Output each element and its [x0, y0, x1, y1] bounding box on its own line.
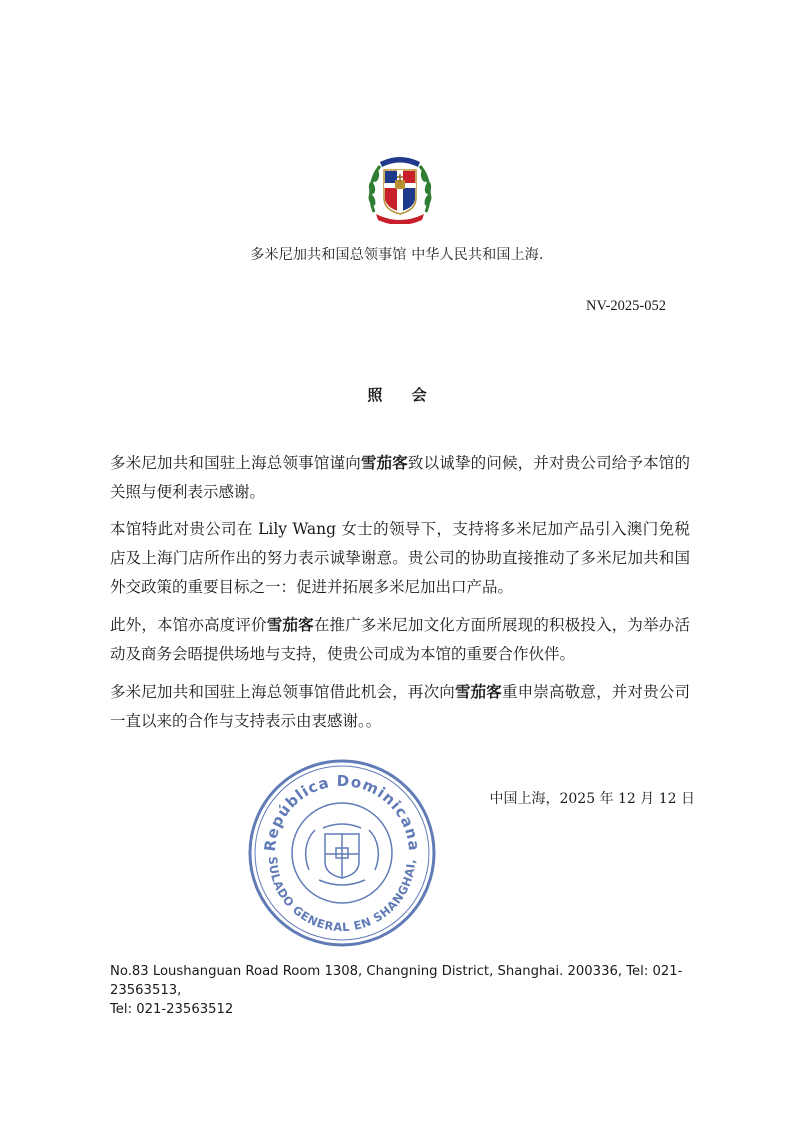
reference-number: NV-2025-052 [585, 298, 666, 314]
paragraph-culture [110, 610, 690, 669]
page-title: 照 会 [367, 386, 439, 404]
paragraph-text: 多米尼加共和国驻上海总领事馆借此机会，再次向 [110, 683, 455, 701]
company-name: 雪茄客 [360, 453, 408, 472]
official-seal [247, 758, 437, 948]
paragraph-greeting [110, 448, 690, 507]
seal-emblem-icon [306, 824, 379, 885]
paragraph-text: 多米尼加共和国驻上海总领事馆谨向 [110, 454, 361, 472]
paragraph-text: 此外，本馆亦高度评价 [110, 616, 267, 634]
paragraph-text: 致以诚挚的问候，并对贵公司给予本馆的关照与便利表示感谢。 [110, 454, 690, 501]
consulate-header: 多米尼加共和国总领事馆 中华人民共和国上海. [250, 247, 544, 263]
coat-of-arms-icon [366, 152, 434, 224]
paragraph-text: 重申崇高敬意，并对贵公司一直以来的合作与支持表示由衷感谢。。 [110, 683, 690, 730]
address-line: No.83 Loushanguan Road Room 1308, Changning District, Shanghai. 200336, Tel: 021-23563513, [110, 964, 683, 998]
paragraph-text: 在推广多米尼加文化方面所展现的积极投入，为举办活动及商务会晤提供场地与支持，使贵公司成为本馆的重要合作伙伴。 [110, 616, 690, 663]
paragraph-closing [110, 677, 690, 736]
svg-text:CONSULADO GENERAL EN SHANGHAI,: SULADO GENERAL EN SHANGHAI, [265, 856, 419, 935]
paragraph-thanks: 本馆特此对贵公司在 Lily Wang 女士的领导下，支持将多米尼加产品引入澳门免税店及上海门店所作出的努力表示诚挚谢意。贵公司的协助直接推动了多米尼加共和国外交政策的重要目标之一：促进并拓展多米尼加出口产品。 [110, 520, 690, 596]
company-name: 雪茄客 [266, 615, 314, 634]
date-line: 中国上海，2025 年 12 月 12 日 [489, 791, 695, 807]
company-name: 雪茄客 [454, 682, 502, 701]
svg-text:República Dominicana: República Dominicana [260, 771, 424, 853]
phone-line: Tel: 021-23563512 [110, 1002, 234, 1017]
letter-body [110, 448, 690, 744]
footer-address [110, 962, 710, 1019]
